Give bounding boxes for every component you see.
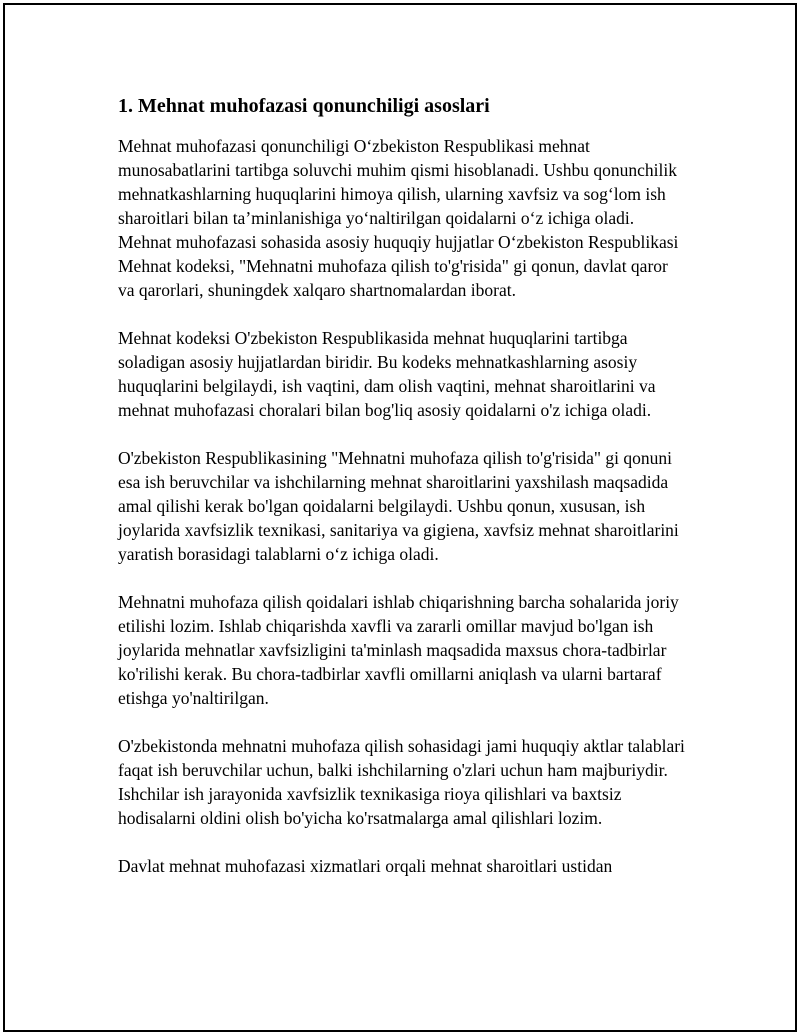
paragraph-1: Mehnat muhofazasi qonunchiligi O‘zbekiston Respublikasi mehnat munosabatlarini tartibga soluvchi muhim qismi hisoblanadi. Ushbu qonunchilik mehnatkashlarning huquqlarini himoya qilish, ularning xavfsiz va sog‘lom ish sharoitlari bilan ta’minlanishiga yo‘naltirilgan qoidalarni o‘z ichiga oladi. Mehnat muhofazasi sohasida asosiy huquqiy hujjatlar O‘zbekiston Respublikasi Mehnat kodeksi, "Mehnatni muhofaza qilish to'g'risida" gi qonun, davlat qaror va qarorlari, shuningdek xalqaro shartnomalardan iborat.: [118, 136, 679, 300]
paragraph-5: O'zbekistonda mehnatni muhofaza qilish sohasidagi jami huquqiy aktlar talablari faqat ish beruvchilar uchun, balki ishchilarning o'zlari uchun ham majburiydir. Ishchilar ish jarayonida xavfsizlik texnikasiga rioya qilishlari va baxtsiz hodisalarni oldini olish bo'yicha ko'rsatmalarga amal qilishlari lozim.: [118, 736, 685, 828]
paragraph-3: O'zbekiston Respublikasining "Mehnatni muhofaza qilish to'g'risida" gi qonuni esa ish beruvchilar va ishchilarning mehnat sharoitlarini yaxshilash maqsadida amal qilishi kerak bo'lgan qoidalarni belgilaydi. Ushbu qonun, xususan, ish joylarida xavfsizlik texnikasi, sanitariya va gigiena, xavfsiz mehnat sharoitlarini yaratish borasidagi talablarni o‘z ichiga oladi.: [118, 448, 679, 564]
paragraph-4: Mehnatni muhofaza qilish qoidalari ishlab chiqarishning barcha sohalarida joriy etilishi lozim. Ishlab chiqarishda xavfli va zararli omillar mavjud bo'lgan ish joylarida mehnatlar xavfsizligini ta'minlash maqsadida maxsus chora-tadbirlar ko'rilishi kerak. Bu chora-tadbirlar xavfli omillarni aniqlash va ularni bartaraf etishga yo'naltirilgan.: [118, 592, 679, 708]
paragraph-2: Mehnat kodeksi O'zbekiston Respublikasida mehnat huquqlarini tartibga soladigan asosiy hujjatlardan biridir. Bu kodeks mehnatkashlarning asosiy huquqlarini belgilaydi, ish vaqtini, dam olish vaqtini, mehnat sharoitlarini va mehnat muhofazasi choralari bilan bog'liq asosiy qoidalarni o'z ichiga oladi.: [118, 328, 656, 420]
section-heading: 1. Mehnat muhofazasi qonunchiligi asoslari: [118, 95, 490, 117]
document-body: [118, 92, 688, 902]
paragraph-6: Davlat mehnat muhofazasi xizmatlari orqali mehnat sharoitlari ustidan: [118, 856, 613, 876]
